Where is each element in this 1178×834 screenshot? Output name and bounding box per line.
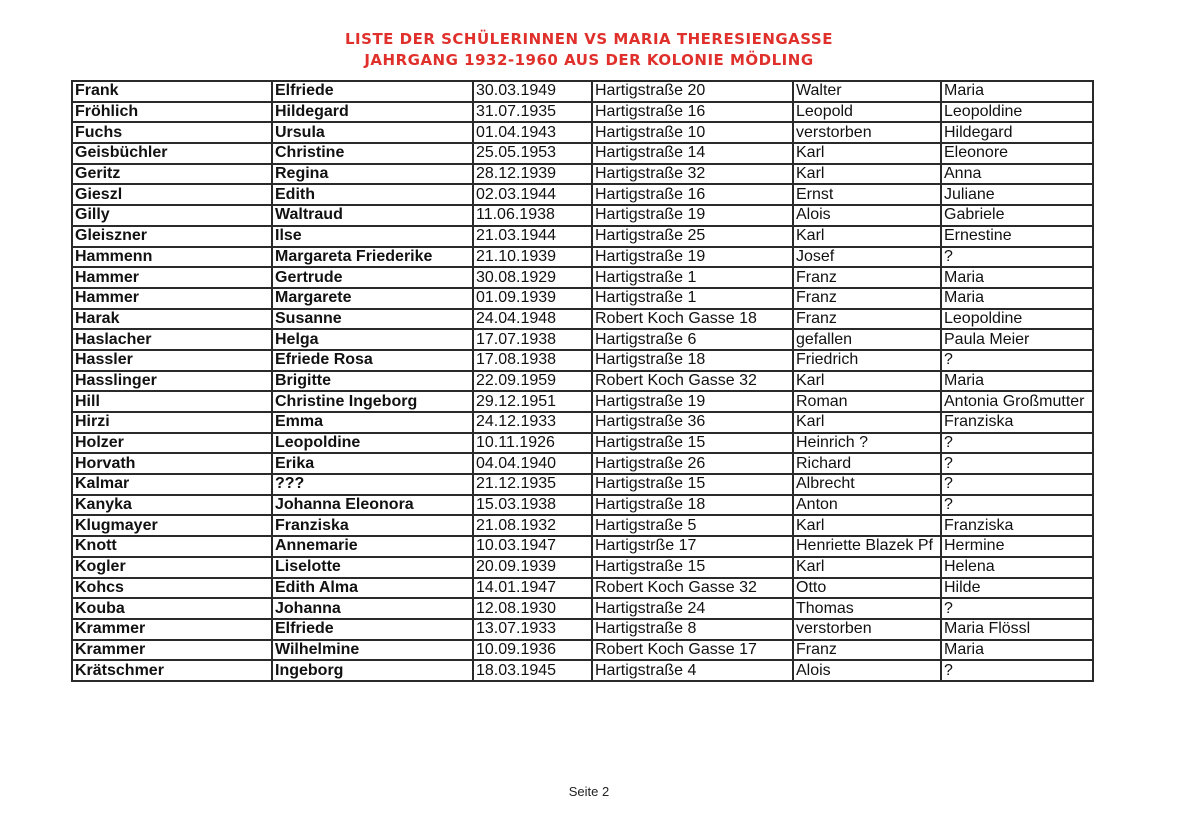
address-cell: Hartigstraße 15 bbox=[592, 557, 793, 578]
address-cell: Hartigstraße 18 bbox=[592, 350, 793, 371]
table-row bbox=[72, 640, 1093, 661]
last-name-cell: Hill bbox=[72, 391, 272, 412]
father-cell: Karl bbox=[793, 164, 941, 185]
first-name-cell: Susanne bbox=[272, 309, 473, 330]
last-name-cell: Kouba bbox=[72, 598, 272, 619]
first-name-cell: Edith bbox=[272, 184, 473, 205]
birth-date-cell: 24.04.1948 bbox=[473, 309, 592, 330]
address-cell: Hartigstraße 15 bbox=[592, 433, 793, 454]
birth-date-cell: 18.03.1945 bbox=[473, 660, 592, 681]
first-name-cell: Wilhelmine bbox=[272, 640, 473, 661]
address-cell: Hartigstraße 24 bbox=[592, 598, 793, 619]
father-cell: Richard bbox=[793, 453, 941, 474]
father-cell: Otto bbox=[793, 578, 941, 599]
father-cell: Karl bbox=[793, 412, 941, 433]
last-name-cell: Knott bbox=[72, 536, 272, 557]
address-cell: Hartigstraße 4 bbox=[592, 660, 793, 681]
birth-date-cell: 21.12.1935 bbox=[473, 474, 592, 495]
father-cell: Henriette Blazek Pf bbox=[793, 536, 941, 557]
address-cell: Hartigstraße 19 bbox=[592, 247, 793, 268]
birth-date-cell: 25.05.1953 bbox=[473, 143, 592, 164]
last-name-cell: Gieszl bbox=[72, 184, 272, 205]
table-row bbox=[72, 226, 1093, 247]
address-cell: Hartigstraße 20 bbox=[592, 81, 793, 102]
table-row bbox=[72, 660, 1093, 681]
first-name-cell: Leopoldine bbox=[272, 433, 473, 454]
address-cell: Hartigstraße 25 bbox=[592, 226, 793, 247]
father-cell: Walter bbox=[793, 81, 941, 102]
address-cell: Robert Koch Gasse 32 bbox=[592, 371, 793, 392]
birth-date-cell: 21.03.1944 bbox=[473, 226, 592, 247]
birth-date-cell: 14.01.1947 bbox=[473, 578, 592, 599]
mother-cell: ? bbox=[941, 350, 1093, 371]
birth-date-cell: 02.03.1944 bbox=[473, 184, 592, 205]
last-name-cell: Krammer bbox=[72, 640, 272, 661]
first-name-cell: Helga bbox=[272, 329, 473, 350]
birth-date-cell: 24.12.1933 bbox=[473, 412, 592, 433]
last-name-cell: Krätschmer bbox=[72, 660, 272, 681]
address-cell: Hartigstraße 14 bbox=[592, 143, 793, 164]
address-cell: Hartigstraße 19 bbox=[592, 205, 793, 226]
document-title-line-2: JAHRGANG 1932-1960 AUS DER KOLONIE MÖDLING bbox=[364, 50, 814, 70]
father-cell: Alois bbox=[793, 660, 941, 681]
last-name-cell: Geisbüchler bbox=[72, 143, 272, 164]
table-row bbox=[72, 122, 1093, 143]
birth-date-cell: 15.03.1938 bbox=[473, 495, 592, 516]
address-cell: Hartigstraße 36 bbox=[592, 412, 793, 433]
address-cell: Robert Koch Gasse 17 bbox=[592, 640, 793, 661]
father-cell: Ernst bbox=[793, 184, 941, 205]
table-row bbox=[72, 205, 1093, 226]
first-name-cell: Waltraud bbox=[272, 205, 473, 226]
mother-cell: ? bbox=[941, 453, 1093, 474]
last-name-cell: Kogler bbox=[72, 557, 272, 578]
mother-cell: Juliane bbox=[941, 184, 1093, 205]
address-cell: Hartigstraße 16 bbox=[592, 102, 793, 123]
birth-date-cell: 20.09.1939 bbox=[473, 557, 592, 578]
table-row bbox=[72, 495, 1093, 516]
first-name-cell: Christine Ingeborg bbox=[272, 391, 473, 412]
last-name-cell: Klugmayer bbox=[72, 515, 272, 536]
address-cell: Hartigstraße 32 bbox=[592, 164, 793, 185]
father-cell: Franz bbox=[793, 288, 941, 309]
last-name-cell: Hammer bbox=[72, 267, 272, 288]
birth-date-cell: 11.06.1938 bbox=[473, 205, 592, 226]
first-name-cell: Edith Alma bbox=[272, 578, 473, 599]
birth-date-cell: 10.03.1947 bbox=[473, 536, 592, 557]
father-cell: Franz bbox=[793, 640, 941, 661]
first-name-cell: Efriede Rosa bbox=[272, 350, 473, 371]
address-cell: Robert Koch Gasse 32 bbox=[592, 578, 793, 599]
mother-cell: Anna bbox=[941, 164, 1093, 185]
birth-date-cell: 29.12.1951 bbox=[473, 391, 592, 412]
last-name-cell: Fuchs bbox=[72, 122, 272, 143]
father-cell: Anton bbox=[793, 495, 941, 516]
address-cell: Hartigstraße 1 bbox=[592, 267, 793, 288]
table-row bbox=[72, 536, 1093, 557]
birth-date-cell: 01.04.1943 bbox=[473, 122, 592, 143]
first-name-cell: Annemarie bbox=[272, 536, 473, 557]
last-name-cell: Kanyka bbox=[72, 495, 272, 516]
birth-date-cell: 31.07.1935 bbox=[473, 102, 592, 123]
first-name-cell: Franziska bbox=[272, 515, 473, 536]
birth-date-cell: 10.09.1936 bbox=[473, 640, 592, 661]
table-row bbox=[72, 143, 1093, 164]
last-name-cell: Gleiszner bbox=[72, 226, 272, 247]
table-row bbox=[72, 329, 1093, 350]
mother-cell: Helena bbox=[941, 557, 1093, 578]
table-row bbox=[72, 102, 1093, 123]
last-name-cell: Harak bbox=[72, 309, 272, 330]
first-name-cell: Johanna Eleonora bbox=[272, 495, 473, 516]
father-cell: verstorben bbox=[793, 122, 941, 143]
last-name-cell: Frank bbox=[72, 81, 272, 102]
table-row bbox=[72, 412, 1093, 433]
last-name-cell: Haslacher bbox=[72, 329, 272, 350]
table-row bbox=[72, 578, 1093, 599]
mother-cell: Maria bbox=[941, 640, 1093, 661]
first-name-cell: Ilse bbox=[272, 226, 473, 247]
birth-date-cell: 30.08.1929 bbox=[473, 267, 592, 288]
last-name-cell: Hassler bbox=[72, 350, 272, 371]
first-name-cell: Ingeborg bbox=[272, 660, 473, 681]
mother-cell: Leopoldine bbox=[941, 309, 1093, 330]
first-name-cell: Margarete bbox=[272, 288, 473, 309]
table-row bbox=[72, 371, 1093, 392]
first-name-cell: Christine bbox=[272, 143, 473, 164]
birth-date-cell: 21.10.1939 bbox=[473, 247, 592, 268]
father-cell: Friedrich bbox=[793, 350, 941, 371]
father-cell: gefallen bbox=[793, 329, 941, 350]
address-cell: Hartigstraße 18 bbox=[592, 495, 793, 516]
table-row bbox=[72, 267, 1093, 288]
last-name-cell: Horvath bbox=[72, 453, 272, 474]
last-name-cell: Kohcs bbox=[72, 578, 272, 599]
last-name-cell: Holzer bbox=[72, 433, 272, 454]
last-name-cell: Hammenn bbox=[72, 247, 272, 268]
last-name-cell: Geritz bbox=[72, 164, 272, 185]
table-row bbox=[72, 619, 1093, 640]
first-name-cell: Liselotte bbox=[272, 557, 473, 578]
mother-cell: ? bbox=[941, 474, 1093, 495]
mother-cell: ? bbox=[941, 660, 1093, 681]
student-roster-table bbox=[71, 80, 1094, 682]
birth-date-cell: 13.07.1933 bbox=[473, 619, 592, 640]
father-cell: Alois bbox=[793, 205, 941, 226]
mother-cell: Leopoldine bbox=[941, 102, 1093, 123]
father-cell: Karl bbox=[793, 226, 941, 247]
table-row bbox=[72, 474, 1093, 495]
father-cell: Karl bbox=[793, 557, 941, 578]
mother-cell: Hilde bbox=[941, 578, 1093, 599]
table-row bbox=[72, 598, 1093, 619]
address-cell: Hartigstraße 1 bbox=[592, 288, 793, 309]
mother-cell: Gabriele bbox=[941, 205, 1093, 226]
father-cell: Roman bbox=[793, 391, 941, 412]
first-name-cell: Emma bbox=[272, 412, 473, 433]
father-cell: Thomas bbox=[793, 598, 941, 619]
father-cell: Franz bbox=[793, 309, 941, 330]
table-row bbox=[72, 391, 1093, 412]
birth-date-cell: 21.08.1932 bbox=[473, 515, 592, 536]
first-name-cell: Elfriede bbox=[272, 81, 473, 102]
mother-cell: Eleonore bbox=[941, 143, 1093, 164]
address-cell: Hartigstraße 15 bbox=[592, 474, 793, 495]
father-cell: Albrecht bbox=[793, 474, 941, 495]
table-row bbox=[72, 81, 1093, 102]
father-cell: Franz bbox=[793, 267, 941, 288]
last-name-cell: Fröhlich bbox=[72, 102, 272, 123]
page-number: Seite 2 bbox=[568, 784, 610, 799]
last-name-cell: Hasslinger bbox=[72, 371, 272, 392]
first-name-cell: Elfriede bbox=[272, 619, 473, 640]
mother-cell: Antonia Großmutter bbox=[941, 391, 1093, 412]
address-cell: Robert Koch Gasse 18 bbox=[592, 309, 793, 330]
table-row bbox=[72, 184, 1093, 205]
document-title-line-1: LISTE DER SCHÜLERINNEN VS MARIA THERESIENGASSE bbox=[345, 29, 833, 49]
first-name-cell: Gertrude bbox=[272, 267, 473, 288]
mother-cell: ? bbox=[941, 433, 1093, 454]
first-name-cell: Ursula bbox=[272, 122, 473, 143]
first-name-cell: Johanna bbox=[272, 598, 473, 619]
address-cell: Hartigstraße 10 bbox=[592, 122, 793, 143]
address-cell: Hartigstraße 16 bbox=[592, 184, 793, 205]
mother-cell: ? bbox=[941, 598, 1093, 619]
first-name-cell: Regina bbox=[272, 164, 473, 185]
first-name-cell: Erika bbox=[272, 453, 473, 474]
address-cell: Hartigstraße 6 bbox=[592, 329, 793, 350]
address-cell: Hartigstrße 17 bbox=[592, 536, 793, 557]
birth-date-cell: 22.09.1959 bbox=[473, 371, 592, 392]
mother-cell: Maria bbox=[941, 288, 1093, 309]
table-row bbox=[72, 515, 1093, 536]
mother-cell: Hildegard bbox=[941, 122, 1093, 143]
address-cell: Hartigstraße 5 bbox=[592, 515, 793, 536]
birth-date-cell: 17.07.1938 bbox=[473, 329, 592, 350]
table-row bbox=[72, 350, 1093, 371]
father-cell: Leopold bbox=[793, 102, 941, 123]
mother-cell: ? bbox=[941, 247, 1093, 268]
birth-date-cell: 01.09.1939 bbox=[473, 288, 592, 309]
address-cell: Hartigstraße 8 bbox=[592, 619, 793, 640]
mother-cell: Franziska bbox=[941, 515, 1093, 536]
father-cell: Karl bbox=[793, 515, 941, 536]
father-cell: Josef bbox=[793, 247, 941, 268]
table-row bbox=[72, 164, 1093, 185]
father-cell: Karl bbox=[793, 371, 941, 392]
mother-cell: Maria Flössl bbox=[941, 619, 1093, 640]
last-name-cell: Krammer bbox=[72, 619, 272, 640]
first-name-cell: Brigitte bbox=[272, 371, 473, 392]
mother-cell: Paula Meier bbox=[941, 329, 1093, 350]
table-row bbox=[72, 433, 1093, 454]
mother-cell: ? bbox=[941, 495, 1093, 516]
birth-date-cell: 10.11.1926 bbox=[473, 433, 592, 454]
first-name-cell: ??? bbox=[272, 474, 473, 495]
roster-body bbox=[72, 81, 1093, 681]
mother-cell: Hermine bbox=[941, 536, 1093, 557]
birth-date-cell: 28.12.1939 bbox=[473, 164, 592, 185]
address-cell: Hartigstraße 19 bbox=[592, 391, 793, 412]
mother-cell: Maria bbox=[941, 81, 1093, 102]
birth-date-cell: 12.08.1930 bbox=[473, 598, 592, 619]
last-name-cell: Hammer bbox=[72, 288, 272, 309]
father-cell: Heinrich ? bbox=[793, 433, 941, 454]
father-cell: Karl bbox=[793, 143, 941, 164]
last-name-cell: Gilly bbox=[72, 205, 272, 226]
address-cell: Hartigstraße 26 bbox=[592, 453, 793, 474]
table-row bbox=[72, 557, 1093, 578]
birth-date-cell: 17.08.1938 bbox=[473, 350, 592, 371]
first-name-cell: Hildegard bbox=[272, 102, 473, 123]
father-cell: verstorben bbox=[793, 619, 941, 640]
birth-date-cell: 30.03.1949 bbox=[473, 81, 592, 102]
first-name-cell: Margareta Friederike bbox=[272, 247, 473, 268]
table-row bbox=[72, 453, 1093, 474]
mother-cell: Franziska bbox=[941, 412, 1093, 433]
birth-date-cell: 04.04.1940 bbox=[473, 453, 592, 474]
table-row bbox=[72, 309, 1093, 330]
last-name-cell: Hirzi bbox=[72, 412, 272, 433]
table-row bbox=[72, 247, 1093, 268]
mother-cell: Ernestine bbox=[941, 226, 1093, 247]
mother-cell: Maria bbox=[941, 267, 1093, 288]
mother-cell: Maria bbox=[941, 371, 1093, 392]
last-name-cell: Kalmar bbox=[72, 474, 272, 495]
table-row bbox=[72, 288, 1093, 309]
